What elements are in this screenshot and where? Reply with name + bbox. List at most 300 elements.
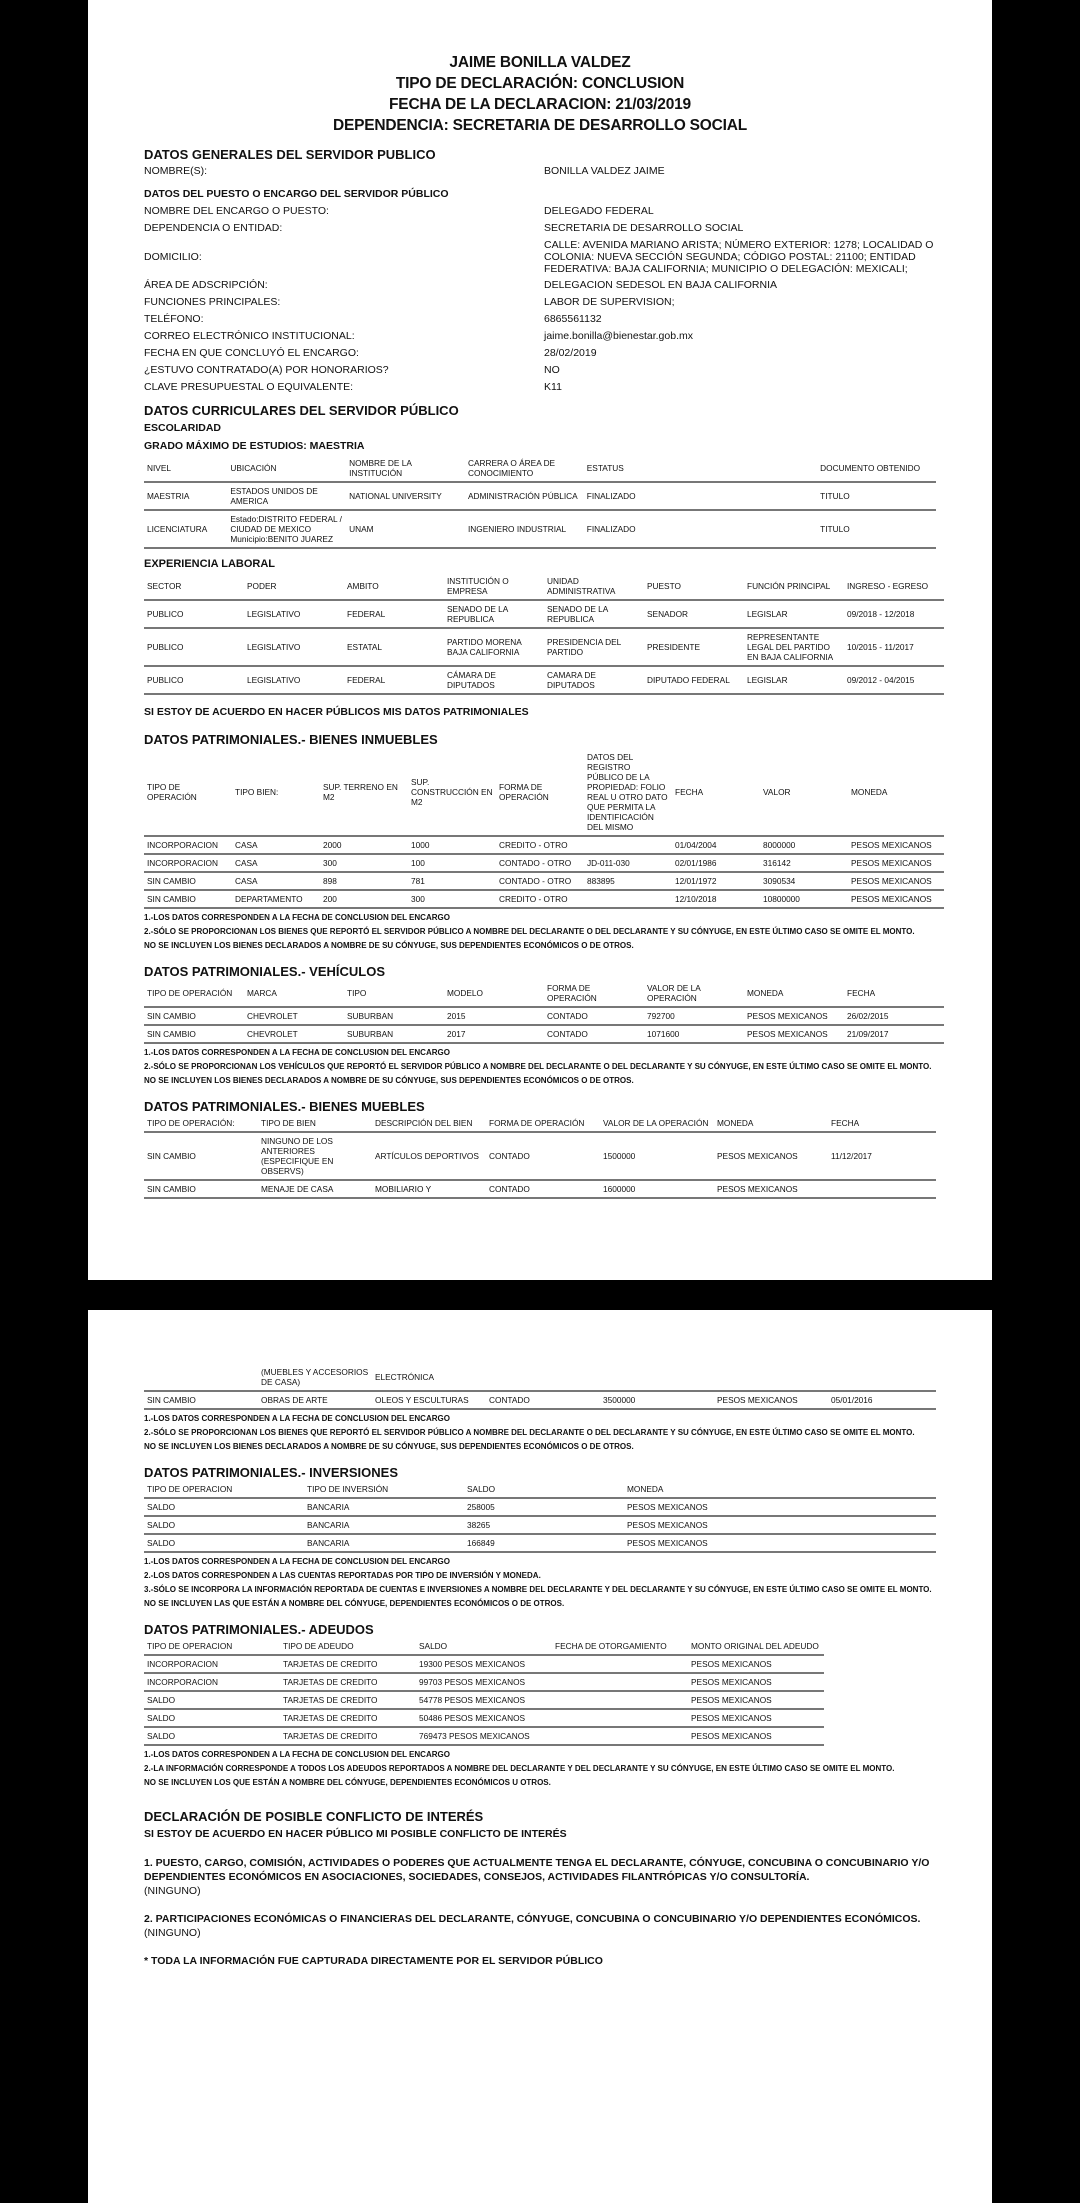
acuerdo-patrimonial: SI ESTOY DE ACUERDO EN HACER PÚBLICOS MIS DATOS PATRIMONIALES (144, 706, 529, 718)
kv-row (144, 345, 936, 362)
column-header: FECHA DE OTORGAMIENTO (552, 1638, 688, 1655)
column-header: MONTO ORIGINAL DEL ADEUDO (688, 1638, 824, 1655)
escolaridad-label: ESCOLARIDAD (144, 422, 222, 434)
kv-label: ÁREA DE ADSCRIPCIÓN: (144, 279, 268, 291)
column-header: CARRERA O ÁREA DE CONOCIMIENTO (465, 455, 584, 482)
experiencia-table (144, 573, 944, 695)
column-header: FORMA DE OPERACIÓN (486, 1115, 600, 1132)
column-header: SUP. CONSTRUCCIÓN EN M2 (408, 749, 496, 836)
table-header-row (144, 455, 936, 482)
table-row (144, 1516, 936, 1534)
table-cell: 1071600 (644, 1025, 744, 1043)
declaration-date: FECHA DE LA DECLARACION: 21/03/2019 (389, 96, 691, 113)
table-cell: TARJETAS DE CREDITO (280, 1709, 416, 1727)
column-header: FORMA DE OPERACIÓN (496, 749, 584, 836)
table-row (144, 600, 944, 628)
table-cell: (MUEBLES Y ACCESORIOS DE CASA) (258, 1364, 372, 1391)
acuerdo-conflicto: SI ESTOY DE ACUERDO EN HACER PÚBLICO MI POSIBLE CONFLICTO DE INTERÉS (144, 1828, 567, 1840)
table-cell: 1600000 (600, 1180, 714, 1198)
table-cell: TARJETAS DE CREDITO (280, 1673, 416, 1691)
table-cell: SALDO (144, 1516, 304, 1534)
table-row (144, 1180, 936, 1198)
table-cell: CONTADO (486, 1180, 600, 1198)
kv-label: DOMICILIO: (144, 250, 202, 263)
muebles-notes (144, 1414, 936, 1452)
table-row-continuation (144, 1364, 936, 1391)
table-cell: 12/01/1972 (672, 872, 760, 890)
kv-label: TELÉFONO: (144, 313, 204, 325)
table-row (144, 628, 944, 666)
column-header: DATOS DEL REGISTRO PÚBLICO DE LA PROPIEDAD: FOLIO REAL U OTRO DATO QUE PERMITA LA IDENTIFICACIÓN DEL MISMO (584, 749, 672, 836)
kv-row (144, 379, 936, 396)
column-header: PUESTO (644, 573, 744, 600)
column-header: NOMBRE DE LA INSTITUCIÓN (346, 455, 465, 482)
inmuebles-notes (144, 913, 936, 951)
table-cell (584, 890, 672, 908)
declarant-name: JAIME BONILLA VALDEZ (449, 54, 631, 71)
table-cell: 05/01/2016 (828, 1391, 936, 1409)
table-cell: CASA (232, 836, 320, 854)
footnote: 3.-SÓLO SE INCORPORA LA INFORMACIÓN REPORTADA DE CUENTAS E INVERSIONES A NOMBRE DEL DECLARANTE Y DEL DECLARANTE Y SU CÓNYUGE, EN ESTE ÚLTIMO CASO SE OMITE EL MONTO. (144, 1585, 932, 1594)
kv-label: ¿ESTUVO CONTRATADO(A) POR HONORARIOS? (144, 364, 389, 376)
column-header: MONEDA (848, 749, 944, 836)
table-cell (784, 1534, 936, 1552)
table-cell: 3500000 (600, 1391, 714, 1409)
table-cell (714, 1364, 828, 1391)
table-cell: 781 (408, 872, 496, 890)
column-header: TIPO DE BIEN (258, 1115, 372, 1132)
table-cell: 258005 (464, 1498, 624, 1516)
column-header: TIPO DE OPERACION (144, 1481, 304, 1498)
table-cell: CREDITO - OTRO (496, 836, 584, 854)
table-cell: SALDO (144, 1498, 304, 1516)
footnote: 1.-LOS DATOS CORRESPONDEN A LA FECHA DE CONCLUSION DEL ENCARGO (144, 1750, 450, 1759)
section-puesto: DATOS DEL PUESTO O ENCARGO DEL SERVIDOR PÚBLICO (144, 188, 449, 200)
inversiones-notes (144, 1557, 936, 1609)
table-cell: BANCARIA (304, 1534, 464, 1552)
footnote: NO SE INCLUYEN LOS BIENES DECLARADOS A NOMBRE DE SU CÓNYUGE, SUS DEPENDIENTES ECONÓMICOS O DE OTROS. (144, 941, 634, 950)
table-cell: SIN CAMBIO (144, 872, 232, 890)
table-cell: PESOS MEXICANOS (744, 1007, 844, 1025)
kv-row (144, 362, 936, 379)
column-header: MODELO (444, 980, 544, 1007)
section-inversiones: DATOS PATRIMONIALES.- INVERSIONES (144, 1465, 399, 1480)
table-cell: INCORPORACION (144, 836, 232, 854)
table-cell (552, 1673, 688, 1691)
column-header: TIPO DE OPERACIÓN (144, 749, 232, 836)
table-cell: DEPARTAMENTO (232, 890, 320, 908)
column-header: TIPO DE ADEUDO (280, 1638, 416, 1655)
capture-footnote: * TODA LA INFORMACIÓN FUE CAPTURADA DIRECTAMENTE POR EL SERVIDOR PÚBLICO (144, 1955, 603, 1967)
kv-value: 28/02/2019 (544, 347, 597, 359)
table-cell: REPRESENTANTE LEGAL DEL PARTIDO EN BAJA CALIFORNIA (744, 628, 844, 666)
table-cell: LEGISLATIVO (244, 600, 344, 628)
kv-value: LABOR DE SUPERVISION; (544, 296, 675, 308)
table-cell: 11/12/2017 (828, 1132, 936, 1180)
table-cell: 10800000 (760, 890, 848, 908)
column-header: VALOR (760, 749, 848, 836)
conflicto-question-1: 1. PUESTO, CARGO, COMISIÓN, ACTIVIDADES O PODERES QUE ACTUALMENTE TENGA EL DECLARANTE, CÓNYUGE, CONCUBINA O CONCUBINARIO Y/O DEPENDIENTES ECONÓMICOS EN ASOCIACIONES, SOCIEDADES, CONSEJOS, ACTIVIDADES FILANTRÓPICAS Y/O CONSULTORÍA. (144, 1857, 930, 1883)
table-cell: 300 (320, 854, 408, 872)
footnote: NO SE INCLUYEN LAS QUE ESTÁN A NOMBRE DEL CÓNYUGE, DEPENDIENTES ECONÓMICOS O DE OTROS. (144, 1599, 565, 1608)
column-header: MONEDA (714, 1115, 828, 1132)
table-cell: MAESTRIA (144, 482, 227, 510)
table-cell: 12/10/2018 (672, 890, 760, 908)
column-header: FECHA (828, 1115, 936, 1132)
table-header-row (144, 1115, 936, 1132)
conflicto-question-2: 2. PARTICIPACIONES ECONÓMICAS O FINANCIERAS DEL DECLARANTE, CÓNYUGE, CONCUBINA O CONCUBINARIO Y/O DEPENDIENTES ECONÓMICOS. (144, 1913, 921, 1925)
table-cell: 09/2012 - 04/2015 (844, 666, 944, 694)
table-cell: SENADO DE LA REPUBLICA (444, 600, 544, 628)
document-page-1 (88, 0, 992, 1280)
footnote: NO SE INCLUYEN LOS QUE ESTÁN A NOMBRE DEL CÓNYUGE, DEPENDIENTES ECONÓMICOS U OTROS. (144, 1778, 551, 1787)
table-cell (784, 1516, 936, 1534)
kv-label: NOMBRE(S): (144, 165, 207, 177)
table-cell: CÁMARA DE DIPUTADOS (444, 666, 544, 694)
table-row (144, 1655, 824, 1673)
table-cell: FEDERAL (344, 666, 444, 694)
column-header: PODER (244, 573, 344, 600)
table-cell: 10/2015 - 11/2017 (844, 628, 944, 666)
section-experiencia: EXPERIENCIA LABORAL (144, 558, 275, 570)
table-cell: PESOS MEXICANOS (714, 1180, 828, 1198)
table-cell: PESOS MEXICANOS (714, 1132, 828, 1180)
table-row (144, 1498, 936, 1516)
table-cell: ADMINISTRACIÓN PÚBLICA (465, 482, 584, 510)
table-cell: 26/02/2015 (844, 1007, 944, 1025)
table-cell: SIN CAMBIO (144, 1391, 258, 1409)
table-row (144, 854, 944, 872)
footnote: 1.-LOS DATOS CORRESPONDEN A LA FECHA DE CONCLUSION DEL ENCARGO (144, 1557, 450, 1566)
kv-nombre (144, 163, 936, 180)
conflicto-answer-2: (NINGUNO) (144, 1927, 201, 1939)
adeudos-table (144, 1638, 824, 1746)
table-cell: 99703 PESOS MEXICANOS (416, 1673, 552, 1691)
table-cell: TARJETAS DE CREDITO (280, 1691, 416, 1709)
kv-value: DELEGADO FEDERAL (544, 205, 654, 217)
column-header: NIVEL (144, 455, 227, 482)
table-cell: CONTADO - OTRO (496, 854, 584, 872)
table-row (144, 1727, 824, 1745)
table-cell: INCORPORACION (144, 1673, 280, 1691)
table-cell: OLEOS Y ESCULTURAS (372, 1391, 486, 1409)
table-cell: SALDO (144, 1727, 280, 1745)
table-cell: TARJETAS DE CREDITO (280, 1655, 416, 1673)
table-cell: INCORPORACION (144, 1655, 280, 1673)
escolaridad-table (144, 455, 936, 549)
declaration-dependency: DEPENDENCIA: SECRETARIA DE DESARROLLO SOCIAL (332, 117, 748, 134)
table-cell: 02/01/1986 (672, 854, 760, 872)
kv-row (144, 294, 936, 311)
table-cell: PESOS MEXICANOS (848, 854, 944, 872)
table-row (144, 1691, 824, 1709)
table-cell: UNAM (346, 510, 465, 548)
footnote: 2.-SÓLO SE PROPORCIONAN LOS BIENES QUE REPORTÓ EL SERVIDOR PÚBLICO A NOMBRE DEL DECLARANTE O DEL DECLARANTE Y SU CÓNYUGE, EN ESTE ÚLTIMO CASO SE OMITE EL MONTO. (144, 1428, 915, 1437)
table-cell (552, 1655, 688, 1673)
declaration-type: TIPO DE DECLARACIÓN: CONCLUSION (395, 75, 685, 92)
kv-label: FECHA EN QUE CONCLUYÓ EL ENCARGO: (144, 347, 359, 359)
table-row (144, 510, 936, 548)
footnote: 2.-LA INFORMACIÓN CORRESPONDE A TODOS LOS ADEUDOS REPORTADOS A NOMBRE DEL DECLARANTE Y DEL DECLARANTE Y SU CÓNYUGE, EN ESTE ÚLTIMO CASO SE OMITE EL MONTO. (144, 1764, 895, 1773)
column-header: MONEDA (624, 1481, 784, 1498)
kv-label: CORREO ELECTRÓNICO INSTITUCIONAL: (144, 330, 355, 342)
table-cell: ARTÍCULOS DEPORTIVOS (372, 1132, 486, 1180)
column-header: SUP. TERRENO EN M2 (320, 749, 408, 836)
column-header: DESCRIPCIÓN DEL BIEN (372, 1115, 486, 1132)
kv-row (144, 277, 936, 294)
table-cell: CREDITO - OTRO (496, 890, 584, 908)
column-header: INGRESO - EGRESO (844, 573, 944, 600)
table-cell: LEGISLATIVO (244, 666, 344, 694)
table-cell (828, 1364, 936, 1391)
page-2-content (144, 1364, 936, 1968)
column-header: ESTATUS (584, 455, 817, 482)
table-cell: PESOS MEXICANOS (688, 1655, 824, 1673)
table-cell (552, 1727, 688, 1745)
table-cell: LEGISLAR (744, 600, 844, 628)
footnote: 2.-SÓLO SE PROPORCIONAN LOS BIENES QUE REPORTÓ EL SERVIDOR PÚBLICO A NOMBRE DEL DECLARANTE O DEL DECLARANTE Y SU CÓNYUGE, EN ESTE ÚLTIMO CASO SE OMITE EL MONTO. (144, 927, 915, 936)
table-cell: CASA (232, 854, 320, 872)
column-header: FUNCIÓN PRINCIPAL (744, 573, 844, 600)
column-header: AMBITO (344, 573, 444, 600)
table-row (144, 872, 944, 890)
table-cell: TARJETAS DE CREDITO (280, 1727, 416, 1745)
table-cell (552, 1709, 688, 1727)
conflicto-answer-1: (NINGUNO) (144, 1885, 201, 1897)
vehiculos-table (144, 980, 944, 1044)
column-header: DOCUMENTO OBTENIDO (817, 455, 936, 482)
table-cell: PARTIDO MORENA BAJA CALIFORNIA (444, 628, 544, 666)
table-cell: PESOS MEXICANOS (714, 1391, 828, 1409)
table-cell: 300 (408, 890, 496, 908)
table-cell: PUBLICO (144, 666, 244, 694)
puesto-fields (144, 203, 936, 396)
table-cell: PESOS MEXICANOS (688, 1691, 824, 1709)
table-cell: ESTADOS UNIDOS DE AMERICA (227, 482, 346, 510)
footnote: NO SE INCLUYEN LOS BIENES DECLARADOS A NOMBRE DE SU CÓNYUGE, SUS DEPENDIENTES ECONÓMICOS O DE OTROS. (144, 1442, 634, 1451)
table-cell: 1000 (408, 836, 496, 854)
adeudos-notes (144, 1750, 936, 1788)
column-header: MARCA (244, 980, 344, 1007)
table-cell: Estado:DISTRITO FEDERAL / CIUDAD DE MEXICO Municipio:BENITO JUAREZ (227, 510, 346, 548)
table-cell: PESOS MEXICANOS (624, 1516, 784, 1534)
column-header: FECHA (672, 749, 760, 836)
kv-label: NOMBRE DEL ENCARGO O PUESTO: (144, 205, 329, 217)
table-cell: PESOS MEXICANOS (744, 1025, 844, 1043)
table-cell: CONTADO (486, 1391, 600, 1409)
section-muebles: DATOS PATRIMONIALES.- BIENES MUEBLES (144, 1099, 425, 1114)
table-cell: SUBURBAN (344, 1007, 444, 1025)
table-cell: CONTADO (544, 1007, 644, 1025)
table-cell: SALDO (144, 1691, 280, 1709)
table-row (144, 836, 944, 854)
table-cell: SENADO DE LA REPUBLICA (544, 600, 644, 628)
table-cell: 21/09/2017 (844, 1025, 944, 1043)
table-cell: PESOS MEXICANOS (848, 836, 944, 854)
column-header: SECTOR (144, 573, 244, 600)
table-cell: MOBILIARIO Y (372, 1180, 486, 1198)
table-cell: PRESIDENTE (644, 628, 744, 666)
kv-row (144, 311, 936, 328)
column-header: MONEDA (744, 980, 844, 1007)
column-header: TIPO (344, 980, 444, 1007)
table-cell: LICENCIATURA (144, 510, 227, 548)
inmuebles-table (144, 749, 944, 909)
table-cell: CASA (232, 872, 320, 890)
table-row (144, 1673, 824, 1691)
table-cell: 8000000 (760, 836, 848, 854)
table-cell: 01/04/2004 (672, 836, 760, 854)
column-header (784, 1481, 936, 1498)
table-header-row (144, 1481, 936, 1498)
table-cell: TITULO (817, 482, 936, 510)
kv-value: CALLE: AVENIDA MARIANO ARISTA; NÚMERO EXTERIOR: 1278; LOCALIDAD O COLONIA: NUEVA SECCIÓN SEGUNDA; CÓDIGO POSTAL: 21100; ENTIDAD FEDERATIVA: BAJA CALIFORNIA; MUNICIPIO O DELEGACIÓN: MEXICALI; (544, 239, 934, 275)
footnote: NO SE INCLUYEN LOS BIENES DECLARADOS A NOMBRE DE SU CÓNYUGE, SUS DEPENDIENTES ECONÓMICOS O DE OTROS. (144, 1076, 634, 1085)
table-row (144, 1007, 944, 1025)
table-cell (144, 1364, 258, 1391)
muebles-table (144, 1115, 936, 1199)
table-cell: ESTATAL (344, 628, 444, 666)
table-cell: PESOS MEXICANOS (688, 1673, 824, 1691)
table-cell: TITULO (817, 510, 936, 548)
column-header: VALOR DE LA OPERACIÓN (644, 980, 744, 1007)
table-row (144, 1025, 944, 1043)
kv-row (144, 203, 936, 220)
table-row (144, 1709, 824, 1727)
kv-value: 6865561132 (544, 313, 602, 325)
table-cell: DIPUTADO FEDERAL (644, 666, 744, 694)
table-cell: 09/2018 - 12/2018 (844, 600, 944, 628)
table-cell: FEDERAL (344, 600, 444, 628)
table-cell: 883895 (584, 872, 672, 890)
kv-row (144, 220, 936, 237)
table-cell: PUBLICO (144, 600, 244, 628)
section-curriculares: DATOS CURRICULARES DEL SERVIDOR PÚBLICO (144, 403, 459, 418)
column-header: TIPO DE INVERSIÓN (304, 1481, 464, 1498)
table-cell (584, 836, 672, 854)
table-cell: CONTADO (486, 1132, 600, 1180)
table-cell: 2017 (444, 1025, 544, 1043)
document-page-2 (88, 1310, 992, 2203)
table-cell: FINALIZADO (584, 482, 817, 510)
section-adeudos: DATOS PATRIMONIALES.- ADEUDOS (144, 1622, 374, 1637)
vehiculos-notes (144, 1048, 936, 1086)
table-cell: 769473 PESOS MEXICANOS (416, 1727, 552, 1745)
table-row (144, 1534, 936, 1552)
section-vehiculos: DATOS PATRIMONIALES.- VEHÍCULOS (144, 964, 385, 979)
kv-value: jaime.bonilla@bienestar.gob.mx (544, 330, 693, 342)
kv-label: CLAVE PRESUPUESTAL O EQUIVALENTE: (144, 381, 354, 393)
kv-value: NO (544, 364, 560, 376)
table-cell: 19300 PESOS MEXICANOS (416, 1655, 552, 1673)
table-cell: SIN CAMBIO (144, 1007, 244, 1025)
table-cell: CHEVROLET (244, 1025, 344, 1043)
table-row (144, 1132, 936, 1180)
table-row (144, 890, 944, 908)
column-header: SALDO (464, 1481, 624, 1498)
column-header: INSTITUCIÓN O EMPRESA (444, 573, 544, 600)
table-cell: 38265 (464, 1516, 624, 1534)
column-header: TIPO DE OPERACION (144, 1638, 280, 1655)
table-cell: SUBURBAN (344, 1025, 444, 1043)
kv-label: DEPENDENCIA O ENTIDAD: (144, 222, 283, 234)
table-cell: 316142 (760, 854, 848, 872)
table-cell: PESOS MEXICANOS (848, 872, 944, 890)
table-cell: BANCARIA (304, 1498, 464, 1516)
table-cell: PESOS MEXICANOS (688, 1727, 824, 1745)
document-header (144, 52, 936, 136)
table-cell: PESOS MEXICANOS (688, 1709, 824, 1727)
table-cell: MENAJE DE CASA (258, 1180, 372, 1198)
column-header: UNIDAD ADMINISTRATIVA (544, 573, 644, 600)
column-header: VALOR DE LA OPERACIÓN (600, 1115, 714, 1132)
kv-value: BONILLA VALDEZ JAIME (544, 165, 665, 177)
table-cell: 100 (408, 854, 496, 872)
footnote: 1.-LOS DATOS CORRESPONDEN A LA FECHA DE CONCLUSION DEL ENCARGO (144, 913, 450, 922)
kv-value: SECRETARIA DE DESARROLLO SOCIAL (544, 222, 744, 234)
table-cell: INGENIERO INDUSTRIAL (465, 510, 584, 548)
table-cell: 792700 (644, 1007, 744, 1025)
table-cell: BANCARIA (304, 1516, 464, 1534)
section-inmuebles: DATOS PATRIMONIALES.- BIENES INMUEBLES (144, 732, 438, 747)
column-header: TIPO BIEN: (232, 749, 320, 836)
section-conflicto: DECLARACIÓN DE POSIBLE CONFLICTO DE INTERÉS (144, 1809, 484, 1824)
table-cell: FINALIZADO (584, 510, 817, 548)
table-cell (486, 1364, 600, 1391)
table-cell: NINGUNO DE LOS ANTERIORES (ESPECIFIQUE EN OBSERVS) (258, 1132, 372, 1180)
inversiones-table (144, 1481, 936, 1553)
table-cell: CHEVROLET (244, 1007, 344, 1025)
table-header-row (144, 980, 944, 1007)
table-row (144, 482, 936, 510)
table-cell: SENADOR (644, 600, 744, 628)
table-cell (784, 1498, 936, 1516)
table-cell: ELECTRÓNICA (372, 1364, 486, 1391)
table-cell: PESOS MEXICANOS (848, 890, 944, 908)
footnote: 2.-SÓLO SE PROPORCIONAN LOS VEHÍCULOS QUE REPORTÓ EL SERVIDOR PÚBLICO A NOMBRE DEL DECLARANTE O DEL DECLARANTE Y SU CÓNYUGE, EN ESTE ÚLTIMO CASO SE OMITE EL MONTO. (144, 1062, 932, 1071)
column-header: TIPO DE OPERACIÓN (144, 980, 244, 1007)
table-cell: 3090534 (760, 872, 848, 890)
table-cell (600, 1364, 714, 1391)
table-header-row (144, 749, 944, 836)
table-cell: SIN CAMBIO (144, 1025, 244, 1043)
table-cell: CONTADO - OTRO (496, 872, 584, 890)
table-cell: NATIONAL UNIVERSITY (346, 482, 465, 510)
table-cell (828, 1180, 936, 1198)
table-cell: 2000 (320, 836, 408, 854)
table-cell: SIN CAMBIO (144, 1180, 258, 1198)
table-cell: LEGISLATIVO (244, 628, 344, 666)
column-header: UBICACIÓN (227, 455, 346, 482)
table-cell: 50486 PESOS MEXICANOS (416, 1709, 552, 1727)
table-cell: SALDO (144, 1534, 304, 1552)
table-cell: INCORPORACION (144, 854, 232, 872)
table-cell: SIN CAMBIO (144, 890, 232, 908)
table-cell: 54778 PESOS MEXICANOS (416, 1691, 552, 1709)
table-cell: CAMARA DE DIPUTADOS (544, 666, 644, 694)
table-cell: 166849 (464, 1534, 624, 1552)
table-cell: 200 (320, 890, 408, 908)
section-datos-generales: DATOS GENERALES DEL SERVIDOR PUBLICO (144, 147, 436, 162)
table-header-row (144, 573, 944, 600)
table-cell: PESOS MEXICANOS (624, 1498, 784, 1516)
table-cell (552, 1691, 688, 1709)
muebles-table-continued (144, 1364, 936, 1410)
kv-value: DELEGACION SEDESOL EN BAJA CALIFORNIA (544, 279, 778, 291)
column-header: TIPO DE OPERACIÓN: (144, 1115, 258, 1132)
kv-row (144, 237, 936, 277)
grado-maximo-label: GRADO MÁXIMO DE ESTUDIOS: MAESTRIA (144, 440, 365, 452)
